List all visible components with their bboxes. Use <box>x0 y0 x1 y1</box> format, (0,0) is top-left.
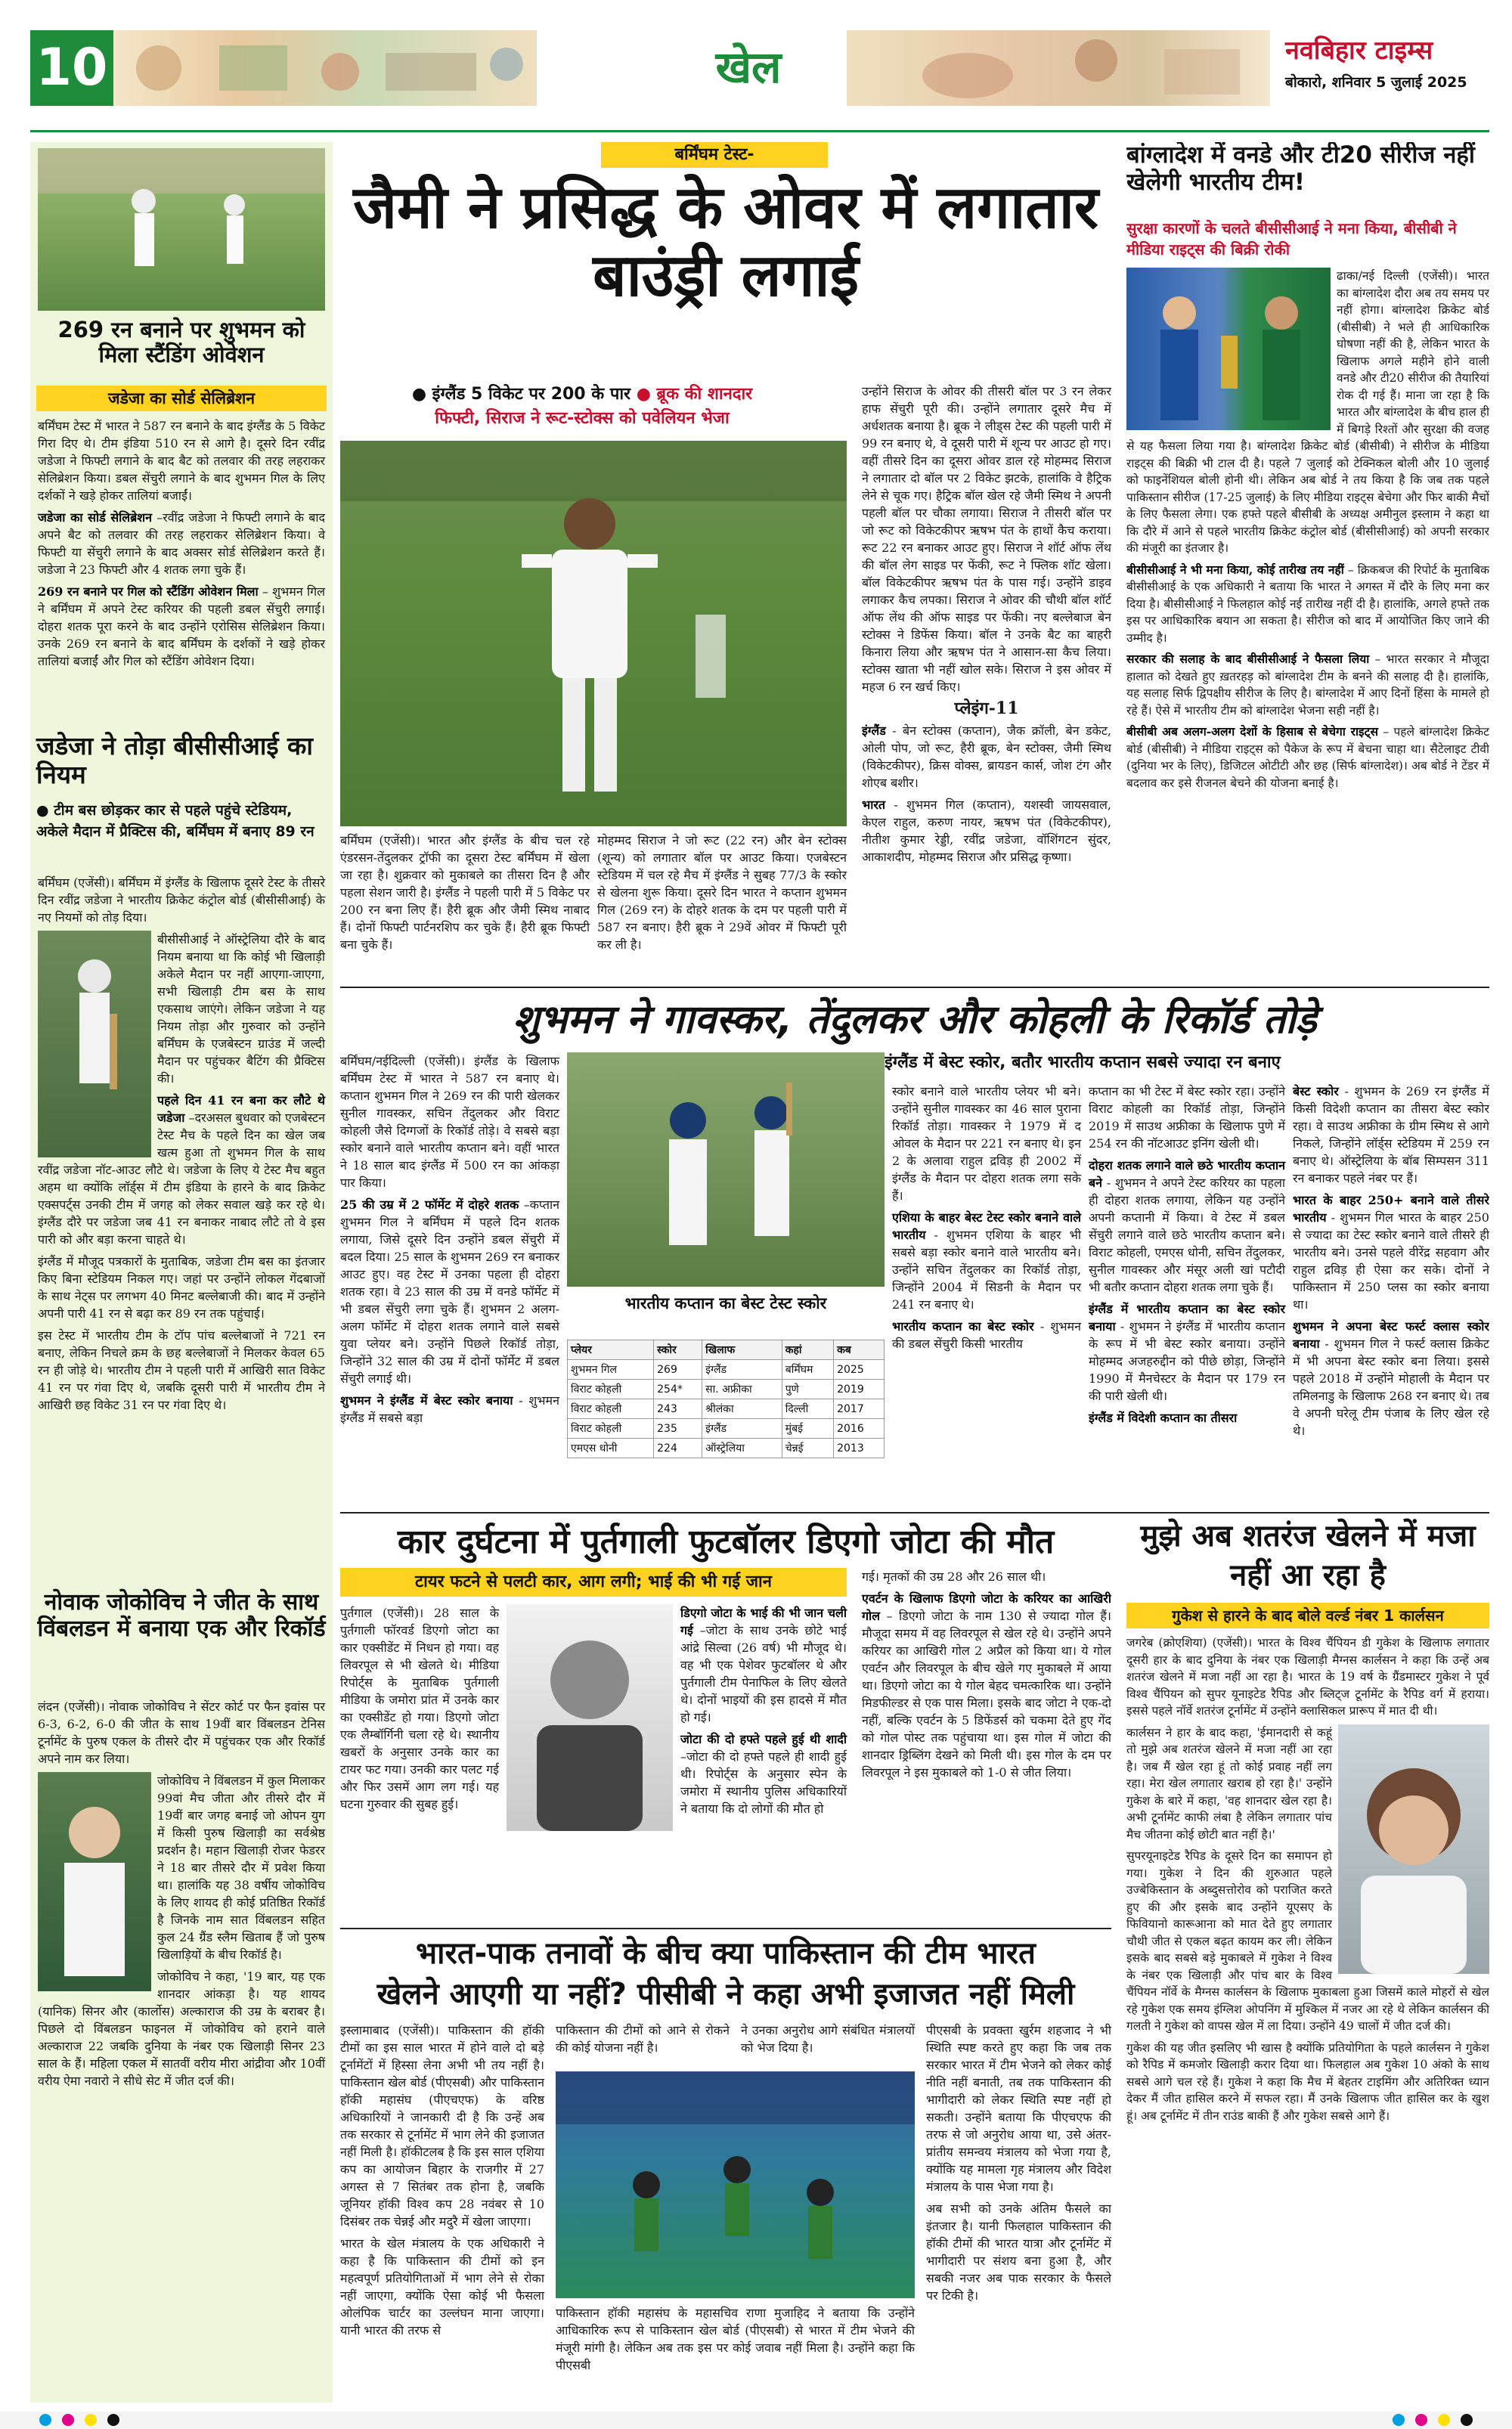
records-headline: शुभमन ने गावस्कर, तेंदुलकर और कोहली के रिकॉर्ड तोड़े <box>513 997 1317 1043</box>
table-cell: 2016 <box>834 1419 885 1439</box>
gill-celebration-photo <box>567 1052 885 1287</box>
carlsen-body: जगरेब (क्रोएशिया) (एजेंसी)। भारत के विश्व चैंपियन डी गुकेश के खिलाफ लगातार दूसरी हार के बाद दुनिया के नंबर एक खिलाड़ी मैग्नस कार्लसन ने कहा कि उन्हें अब शतरंज खेलने में मजा नहीं आ रहा है। भारत के 19 वर्ष के ग्रैंडमास्टर गुकेश ने पूर्व विश्व चैंपियन को सुपर यूनाइटेड रैपिड और ब्लिट्ज टूर्नामेंट के रैपिड वर्ग में हराया। इससे पहले नॉर्वे शतरंज टूर्नामेंट में उन्होंने क्लासिकल प्रारूप में मात दी थी। कार्लसन ने हार के बाद कहा, 'ईमानदारी से कहूं तो मुझे अब शतरंज खेलने में मजा नहीं आ रहा है। जब मैं खेल रहा हूं तो कोई प्रवाह नहीं लग रहा। मेरा खेल लगातार खराब हो रहा है।' उन्होंने गुकेश के बारे में कहा, 'वह शानदार खेल रहा है। अभी टूर्नामेंट काफी लंबा है लेकिन लगातार पांच मैच जीतना कोई छोटी बात नहीं है।' सुपरयूनाइटेड रैपिड के दूसरे दिन का समापन हो गया। गुकेश ने दिन की शुरुआत पहले उज्बेकिस्तान के अब्दुसत्तोरोव को पराजित करते हुए की और इसके बाद उन्होंने यूएसए के फिवियानो कारूआना को मात देते हुए लगातार चौथी जीत से एकल बढ़त कायम कर ली। लेकिन इसके बाद सबसे बड़े मुकाबले में गुकेश ने विश्व के नंबर एक खिलाड़ी और पांच बार के विश्व चैंपियन नॉर्वे के मैग्नस कार्लसन के खिलाफ मुकाबला हुआ जिसमें काले मोहरों से खेल रहे गुकेश एक समय इंग्लिश ओपनिंग में मुश्किल में नजर आ रहे थे लेकिन कार्लसन की गलती ने गुकेश को वापस खेल में ला दिया। उन्होंने 49 चालों में जीत दर्ज की। गुकेश की यह जीत इसलिए भी खास है क्योंकि प्रतियोगिता के पहले कार्लसन ने गुकेश को रैपिड में कमजोर खिलाड़ी करार दिया था। फिलहाल अब गुकेश 10 अंको के साथ सबसे आगे चल रहे हैं। गुकेश ने कहा कि मैच में बेहतर टाइमिंग और अतिरिक्त ध्यान देकर मैं जीत हासिल करने में सफल रहा। मैं उनके खिलाफ जीत हासिल कर के खुश हूं। अब टूर्नामेंट में तीन राउंड बाकी हैं और गुकेश सबसे आगे हैं। <box>1126 1636 1489 2123</box>
table-header-cell: स्कोर <box>654 1340 702 1360</box>
captains-trophy-icon <box>1126 268 1331 430</box>
carlsen-headline: मुझे अब शतरंज खेलने में मजा नहीं आ रहा है <box>1140 1519 1476 1593</box>
bangladesh-body: ढाका/नई दिल्ली (एजेंसी)। भारत का बांग्लादेश दौरा अब तय समय पर नहीं होगा। बांग्लादेश क्रिकेट बोर्ड (बीसीबी) ने भले ही आधिकारिक घोषणा नहीं की है, लेकिन भारत के खिलाफ अगले महीने होने वाली वनडे और टी20 सीरीज की तैयारियां रोक दी गई हैं। माना जा रहा है कि भारत और बांग्लादेश के बीच हाल ही में बिगड़े रिश्तों और सुरक्षा की वजह से यह फैसला लिया गया है। बांग्लादेश क्रिकेट बोर्ड (बीसीबी) ने सीरीज के मीडिया राइट्स की बिक्री भी टाल दी है। पहले 7 जुलाई को टेक्निकल बोली और 10 जुलाई को फाइनेंशियल बोली होनी थी। लेकिन अब बोर्ड ने तय किया है कि जब तक पहले पाकिस्तान सीरीज (17-25 जुलाई) के लिए मीडिया राइट्स बेचेगा और फिर बाकी मैचों के लिए फैसला लेगा। एक हफ्ते पहले बीसीबी के अध्यक्ष अमीनुल इस्लाम ने कहा था कि दौरे में आने से पहले भारतीय क्रिकेट कंट्रोल बोर्ड (बीसीसीआई) को अपनी सरकार की मंजूरी का इंतजार है। बीसीसीआई ने भी मना किया, कोई तारीख तय नहीं – क्रिकबज की रिपोर्ट के मुताबिक बीसीसीआई के एक अधिकारी ने बताया कि भारत ने अगस्त में दौरे के लिए मना कर दिया है। बीसीसीआई ने फिलहाल कोई नई तारीख नहीं दी है। हालांकि, अगले हफ्ते तक इस पर आधिकारिक बयान आ सकता है। सीरीज को बाद में आयोजित किए जाने की उम्मीद है। सरकार की सलाह के बाद बीसीसीआई ने फैसला लिया – भारत सरकार ने मौजूदा हालात को देखते हुए ख़तरहड़ को बांग्लादेश टीम के बनने की सलाह दी है। हालांकि, यह सलाह सिर्फ द्विपक्षीय सीरीज के लिए है। बांग्लादेश में आए दिनों हिंसा के मामले हो रहे हैं। ऐसे में भारतीय टीम को बांग्लादेश भेजना सही नहीं है। बीसीबी अब अलग-अलग देशों के हिसाब से बेचेगा राइट्स – पहले बांग्लादेश क्रिकेट बोर्ड (बीसीबी) ने मीडिया राइट्स को पैकेज के रूप में बेचना चाहा था। सैटेलाइट टीवी (दुनिया भर के लिए), डिजिटल ओटीटी और छह (सिर्फ बांग्लादेश)। अब बोर्ड ने टेंडर में बदलाव कर इसे रीजनल बेचने की योजना बनाई है। <box>1126 269 1489 790</box>
bangladesh-story <box>1126 142 1489 981</box>
djokovic-headline: नोवाक जोकोविच ने जीत के साथ विंबलडन में बनाया एक और रिकॉर्ड <box>37 1589 326 1642</box>
table-cell: ऑस्ट्रेलिया <box>702 1439 782 1458</box>
jadeja-body: बर्मिंघम (एजेंसी)। बर्मिंघम में इंग्लैंड के खिलाफ दूसरे टेस्ट के तीसरे दिन रवींद्र जडेजा ने भारतीय क्रिकेट कंट्रोल बोर्ड (बीसीसीआई) के नए नियमों को तोड़ दिया। बीसीसीआई ने ऑस्ट्रेलिया दौरे के बाद नियम बनाया था कि कोई भी खिलाड़ी अकेले मैदान पर नहीं आएगा-जाएगा, सभी खिलाड़ी टीम बस के साथ एकसाथ जाएंगे। लेकिन जडेजा ने यह नियम तोड़ा और गुरुवार को उन्होंने बर्मिंघम के एजबेस्टन ग्राउंड में जल्दी मैदान पर पहुंचकर बैटिंग की प्रैक्टिस की। पहले दिन 41 रन बना कर लौटे थे जडेजा –दरअसल बुधवार को एजबेस्टन टेस्ट मैच के पहले दिन का खेल जब खत्म हुआ तो शुभमन गिल के साथ रवींद्र जडेजा नॉट-आउट लौटे थे। जडेजा के लिए ये टेस्ट मैच बहुत अहम था क्योंकि लॉर्ड्स में टीम इंडिया के हारने के बाद क्रिकेट एक्सपर्ट्स उनकी टीम में जगह को लेकर सवाल खड़े कर रहे थे। इंग्लैंड दौरे पर जडेजा जब 41 रन बनाकर नाबाद लौटे तो वे इस पारी को और बड़ा करना चाहते थे। इंग्लैंड में मौजूद पत्रकारों के मुताबिक, जडेजा टीम बस का इंतजार किए बिना स्टेडियम निकल गए। जहां पर उन्होंने लोकल गेंदबाजों के साथ नेट्स पर लगभग 40 मिनट बल्लेबाजी की। बाद में उन्होंने अपनी पारी 41 रन से बढ़ा कर 89 रन तक पहुंचाई। इस टेस्ट में भारतीय टीम के टॉप पांच बल्लेबाजों ने 721 रन बनाए, लेकिन निचले क्रम के छह बल्लेबाजों ने मिलकर केवल 65 रन ही जोड़े थे। भारतीय टीम ने पहली पारी में आखिरी सात विकेट 41 रन पर गंवा दिए थे, जबकि दूसरी पारी में भारतीय टीम ने आखिरी छह विकेट 31 रन पर गंवा दिए थे। <box>38 875 325 1412</box>
records-col4: कप्तान का भी टेस्ट में बेस्ट स्कोर रहा। उन्होंने विराट कोहली का रिकॉर्ड तोड़ा, जिन्होंने 2019 में साउथ अफ्रीका के खिलाफ पुणे में 254 रन की नॉटआउट इनिंग खेली थी। दोहरा शतक लगाने वाले छठे भारतीय कप्तान बने - शुभमन ने अपने टेस्ट करियर का पहला ही दोहरा शतक लगाया, लेकिन यह उन्होंने अपनी कप्तानी में किया। वे टेस्ट में डबल सेंचुरी लगाने वाले छठे भारतीय कप्तान बने। विराट कोहली, एमएस धोनी, सचिन तेंदुलकर, सुनील गावस्कर और मंसूर अली खां पटौदी भी बतौर कप्तान दोहरा शतक लगा चुके हैं। इंग्लैंड में भारतीय कप्तान का बेस्ट स्कोर बनाया - शुभमन ने इंग्लैंड में भारतीय कप्तान के रूप में भी बेस्ट स्कोर बनाया। उन्होंने मोहम्मद अजहरुद्दीन को पीछे छोड़ा, जिन्होंने 1990 में मैनचेस्टर के मैदान पर 179 रन की पारी खेली थी। इंग्लैंड में विदेशी कप्तान का तीसरा <box>1089 1084 1285 1425</box>
hockey-col1: इस्लामाबाद (एजेंसी)। पाकिस्तान की हॉकी टीमों का इस साल भारत में होने वाले दो बड़े टूर्नामेंटों में हिस्सा लेना अभी भी तय नहीं है। पाकिस्तान खेल बोर्ड (पीएसबी) और पाकिस्तान हॉकी महासंघ (पीएचएफ) के वरिष्ठ अधिकारियों ने जानकारी दी है कि उन्हें अब तक सरकार से टूर्नामेंट में भाग लेने की इजाजत नहीं मिली है। हॉकीटलब है कि इस साल एशिया कप का आयोजन बिहार के राजगीर में 27 अगस्त से 7 सितंबर तक होना है, जबकि जूनियर हॉकी विश्व कप 28 नवंबर से 10 दिसंबर तक चेन्नई और मदुरै में खेला जाएगा। भारत के खेल मंत्रालय के एक अधिकारी ने कहा है कि पाकिस्तान की टीमों को इन महत्वपूर्ण प्रतियोगिताओं में भाग लेने से रोका नहीं जाएगा, क्योंकि ऐसा कोई भी फैसला ओलंपिक चार्टर का उल्लंघन माना जाएगा। यानी भारत की तरफ से <box>340 2023 544 2338</box>
dateline: बोकारो, शनिवार 5 जुलाई 2025 <box>1285 74 1467 91</box>
jota-col3: गई। मृतकों की उम्र 28 और 26 साल थी। एवर्टन के खिलाफ डिएगो जोटा के करियर का आखिरी गोल – डिएगो जोटा के नाम 130 से ज्यादा गोल हैं। मौजूदा समय में वह लिवरपूल से खेल रहे थे। उन्होंने अपने करियर का आखिरी गोल 2 अप्रैल को किया था। ये गोल एवर्टन और लिवरपूल के बीच खेले गए मुकाबले में आया था। डिएगो जोटा का ये गोल बेहद चमत्कारिक था। उन्होंने मिडफील्डर से एक पास मिला। इसके बाद जोटा ने एक-दो नहीं, बल्कि एवर्टन के 5 डिफेंडर्स को चकमा देते हुए गेंद को गोल पोस्ट तक पहुंचाया था। इस गोल में जोटा की शानदार ड्रिब्लिंग देखने को मिली थी। इस गोल के दम पर लिवरपूल ने इस मुकाबले को 1-0 से जीत लिया। <box>862 1569 1111 1780</box>
table-cell: सा. अफ्रीका <box>702 1380 782 1399</box>
hockey-col2-bottom: पाकिस्तान हॉकी महासंघ के महासचिव राणा मुजाहिद ने बताया कि उन्होंने आधिकारिक रूप से पाकिस्तान खेल बोर्ड (पीएसबी) से भारत में टीम भेजने की मंजूरी मांगी है। लेकिन अब तक इस पर कोई जवाब नहीं मिला है। उन्होंने कहा कि पीएसबी <box>556 2306 915 2372</box>
bullet-icon: ● <box>36 802 54 819</box>
divider <box>340 987 1489 988</box>
cricketer-photo-icon <box>38 148 325 311</box>
lead-deck: ● इंग्लैंड 5 विकेट पर 200 के पार ● ब्रूक की शानदार फिफ्टी, सिराज ने रूट-स्टोक्स को पवेलियन भेजा <box>411 385 753 428</box>
table-cell: 235 <box>654 1419 702 1439</box>
masthead-rule <box>30 130 1489 132</box>
masthead-collage <box>113 30 537 106</box>
divider <box>340 1928 1111 1929</box>
trophy-photo <box>1126 268 1331 430</box>
table-cell: बर्मिंघम <box>782 1360 833 1380</box>
table-cell: विराट कोहली <box>568 1419 654 1439</box>
carlsen-photo <box>1338 1724 1489 1974</box>
lead-body-right: उन्होंने सिराज के ओवर की तीसरी बॉल पर 3 रन लेकर हाफ सेंचुरी पूरी की। उन्होंने लगातार दूसरे मैच में अर्धशतक बनाया है। ब्रूक ने लीड्स टेस्ट की पहली पारी में 99 रन बनाए थे, वे दूसरी पारी में शून्य पर आउट हो गए। वहीं तीसरे दिन का दूसरा ओवर डाल रहे मोहम्मद सिराज ने लगातार दो बॉल पर 2 विकेट झटके, हालांकि वे हैट्रिक लेने से चूक गए। हैट्रिक बॉल खेल रहे जैमी स्मिथ ने अपनी पहली बॉल पर चौका लगाया। सिराज ने तीसरी बॉल पर जो रूट को विकेटकीपर ऋषभ पंत के हाथों कैच कराया। रूट 22 रन बनाकर आउट हुए। सिराज ने शॉर्ट ऑफ लेंथ की बॉल लेग साइड पर फेंकी, रूट ने फ्लिक शॉट खेला। बॉल विकेटकीपर ऋषभ पंत के पास गई। उन्होंने डाइव लगाकर कैच लपका। सिराज ने ओवर की चौथी बॉल शॉर्ट ऑफ लेंथ की ऑफ साइड पर फेंकी। नए बल्लेबाज बेन स्टोक्स ने डिफेंस किया। बॉल ने उनके बैट का बाहरी किनारा लिया और ऋषभ पंत ने आसान-सा कैच लिया। स्टोक्स खाता भी नहीं खोल सके। सिराज ने इस ओवर में महज 6 रन खर्च किए। प्लेइंग-11 इंग्लैंड - बेन स्टोक्स (कप्तान), जैक क्रॉली, बेन डकेट, ओली पोप, जो रूट, हैरी ब्रूक, बेन स्टोक्स, जैमी स्मिथ (विकेटकीपर), क्रिस वोक्स, ब्रायडन कार्स, जोश टंग और शोएब बशीर। भारत - शुभमन गिल (कप्तान), यशस्वी जायसवाल, केएल राहुल, करुण नायर, ऋषभ पंत (विकेटकीपर), नीतीश कुमार रेड्डी, रवींद्र जडेजा, वॉशिंगटन सुंदर, आकाशदीप, मोहम्मद सिराज और प्रसिद्ध कृष्णा। <box>862 384 1111 864</box>
table-cell: 2013 <box>834 1439 885 1458</box>
batter-celebration-icon <box>567 1052 885 1287</box>
print-registration-strip <box>0 2412 1512 2429</box>
hockey-headline-2: खेलने आएगी या नहीं? पीसीबी ने कहा अभी इजाजत नहीं मिली <box>376 1977 1075 2012</box>
brand-name: नवबिहार टाइम्स <box>1285 36 1433 66</box>
hockey-col3-top: ने उनका अनुरोध आगे संबंधित मंत्रालयों को भेज दिया है। <box>741 2023 915 2055</box>
table-row <box>568 1399 885 1419</box>
shubman-strap: जडेजा का सोर्ड सेलिब्रेशन <box>36 386 327 411</box>
jota-col2: डिएगो जोटा के भाई की भी जान चली गई –जोटा के साथ उनके छोटे भाई आंद्रे सिल्वा (26 वर्ष) भी मौजूद थे। वह भी एक पेशेवर फुटबॉलर थे और पुर्तगाली टीम पेनाफिल के लिए खेलते थे। दोनों भाइयों की इस हादसे में मौत हो गई। जोटा की दो हफ्ते पहले हुई थी शादी –जोटा की दो हफ्ते पहले ही शादी हुई थी। रिपोर्ट्स के अनुसार स्पेन के जमोरा में स्थानीय पुलिस अधिकारियों ने बताया कि दो लोगों की मौत हो <box>680 1606 847 1816</box>
table-cell: विराट कोहली <box>568 1399 654 1419</box>
divider <box>340 1512 1489 1513</box>
carlsen-deck: गुकेश से हारने के बाद बोले वर्ल्ड नंबर 1 कार्लसन <box>1126 1603 1489 1628</box>
siraj-photo <box>340 441 847 826</box>
bangladesh-subtitle: सुरक्षा कारणों के चलते बीसीसीआई ने मना किया, बीसीबी ने मीडिया राइट्स की बिक्री रोकी <box>1126 219 1457 259</box>
jota-deck: टायर फटने से पलटी कार, आग लगी; भाई की भी गई जान <box>340 1568 847 1597</box>
table-cell: शुभमन गिल <box>568 1360 654 1380</box>
table-header-cell: कहां <box>782 1340 833 1360</box>
jadeja-batting-icon <box>38 931 151 1157</box>
chess-player-portrait-icon <box>1338 1724 1489 1974</box>
left-column <box>30 142 333 2403</box>
records-center <box>567 1052 885 1521</box>
djokovic-photo <box>38 1772 151 1991</box>
jadeja-headline: जडेजा ने तोड़ा बीसीसीआई का नियम <box>36 731 313 789</box>
playing11-title: प्लेइंग-11 <box>954 699 1019 718</box>
table-cell: इंग्लैंड <box>702 1419 782 1439</box>
jadeja-deck: ● टीम बस छोड़कर कार से पहले पहुंचे स्टेडियम, अकेले मैदान में प्रैक्टिस की, बर्मिंघम में बनाए 89 रन <box>36 802 314 840</box>
lead-body-mid: मोहम्मद सिराज ने जो रूट (22 रन) और बेन स्टोक्स (शून्य) को लगातार बॉल पर आउट किया। एजबेस्टन स्टेडियम में चल रहे मैच में इंग्लैंड ने सुबह 77/3 के स्कोर से खेलना शुरू किया। दूसरे दिन भारत ने कप्तान शुभमन गिल (269 रन) के दोहरे शतक के दम पर पहली पारी में 587 रन बनाए। हैरी ब्रूक ने 29वें ओवर में फिफ्टी पूरी कर ली है। <box>597 833 847 952</box>
jadeja-photo <box>38 931 151 1157</box>
masthead <box>0 0 1512 135</box>
bangladesh-headline: बांग्लादेश में वनडे और टी20 सीरीज नहीं खेलेगी भारतीय टीम! <box>1126 142 1475 196</box>
captain-scores-table <box>567 1340 885 1458</box>
lead-kicker: बर्मिंघम टेस्ट- <box>601 142 828 168</box>
sports-collage-icon <box>113 30 537 106</box>
table-cell: मुंबई <box>782 1419 833 1439</box>
table-cell: पुणे <box>782 1380 833 1399</box>
hockey-story <box>340 1928 1111 2412</box>
records-deck: इंग्लैंड में बेस्ट स्कोर, बतौर भारतीय कप्तान सबसे ज्यादा रन बनाए <box>885 1053 1281 1072</box>
bowler-celebration-icon <box>340 441 847 826</box>
page-number: 10 <box>30 30 113 106</box>
table-cell: चेन्नई <box>782 1439 833 1458</box>
djokovic-body: लंदन (एजेंसी)। नोवाक जोकोविच ने सेंटर कोर्ट पर फैन इवांस पर 6-3, 6-2, 6-0 की जीत के साथ 19वीं बार विंबलडन टेनिस टूर्नामेंट के पुरुष एकल के तीसरे दौर में पहुंचकर एक और रिकॉर्ड अपने नाम कर लिया। जोकोविच ने विंबलडन में कुल मिलाकर 99वां मैच जीता और तीसरे दौर में 19वीं बार जगह बनाई जो ओपन युग में किसी पुरुष खिलाड़ी का सर्वश्रेष्ठ प्रदर्शन है। महान खिलाड़ी रोजर फेडरर ने 18 बार तीसरे दौर में प्रवेश किया था। हालांकि यह 38 वर्षीय जोकोविच के लिए शायद ही कोई प्रतिष्ठित रिकॉर्ड है जिनके नाम सात विंबलडन सहित कुल 24 ग्रैंड स्लैम खिताब हैं जो पुरुष खिलाड़ियों के बीच रिकॉर्ड है। जोकोविच ने कहा, '19 बार, यह एक शानदार आंकड़ा है। यह शायद (यानिक) सिनर और (कार्लोस) अल्काराज की उम्र के बराबर है। पिछले दो विंबलडन फाइनल में जोकोविच को हराने वाले अल्काराज 22 जबकि दुनिया के नंबर एक खिलाड़ी सिनर 23 साल के हैं। महिला एकल में सातवीं वरीय मीरा आंद्रीवा और 10वीं वरीय ऐमा नवारो ने सीधे सेट में जीत दर्ज की। <box>38 1699 325 2088</box>
table-cell: 269 <box>654 1360 702 1380</box>
table-cell: 224 <box>654 1439 702 1458</box>
records-col3: स्कोर बनाने वाले भारतीय प्लेयर भी बने। उन्होंने सुनील गावस्कर का 46 साल पुराना रिकॉर्ड तोड़ा। गावस्कर ने 1979 में द ओवल के मैदान पर 221 रन बनाए थे। इन 2 के अलावा राहुल द्रविड़ ही 2002 में इंग्लैंड के मैदान पर दोहरा शतक लगा सके हैं। एशिया के बाहर बेस्ट टेस्ट स्कोर बनाने वाले भारतीय - शुभमन एशिया के बाहर भी सबसे बड़ा स्कोर बनाने वाले भारतीय बने। उन्होंने सचिन तेंदुलकर का रिकॉर्ड तोड़ा, जिन्होंने 2004 में सिडनी के मैदान पर 241 रन बनाए थे। भारतीय कप्तान का बेस्ट स्कोर - शुभमन की डबल सेंचुरी किसी भारतीय <box>892 1084 1081 1351</box>
masthead-collage-right <box>847 30 1270 106</box>
records-col1: बर्मिंघम/नईदिल्ली (एजेंसी)। इंग्लैंड के खिलाफ बर्मिंघम टेस्ट में भारत ने 587 रन बनाए थे। कप्तान शुभमन गिल ने 269 रन की पारी खेलकर सुनील गावस्कर, सचिन तेंदुलकर और विराट कोहली जैसे दिग्गजों के रिकॉर्ड तोड़े। वे सबसे बड़ा स्कोर बनाने वाले भारतीय कप्तान बने। वहीं भारत ने 18 साल बाद इंग्लैंड में 500 रन का आंकड़ा पार किया। 25 की उम्र में 2 फॉर्मेट में दोहरे शतक –कप्तान शुभमन गिल ने बर्मिंघम में पहले दिन शतक लगाया, जिसे दूसरे दिन उन्होंने डबल सेंचुरी में बदल दिया। 25 साल के शुभमन 269 रन बनाकर आउट हुए। वह टेस्ट में उनका पहला ही दोहरा शतक रहा। वे 23 साल की उम्र में वनडे फॉर्मेट में भी डबल सेंचुरी लगा चुके हैं। शुभमन 2 अलग-अलग फॉर्मेट में दोहरा शतक लगाने वाले सबसे युवा प्लेयर बने। उन्होंने पिछले रिकॉर्ड तोड़ा, जिन्होंने 32 साल की उम्र में दोनों फॉर्मेट में डबल सेंचुरी लगाई थी। शुभमन ने इंग्लैंड में बेस्ट स्कोर बनाया - शुभमन इंग्लैंड में सबसे बड़ा <box>340 1054 559 1425</box>
bullet-icon: ● <box>411 385 432 404</box>
table-row <box>568 1439 885 1458</box>
hockey-col2-top: पाकिस्तान की टीमों को आने से रोकने की कोई योजना नहीं है। <box>556 2023 730 2055</box>
table-cell: दिल्ली <box>782 1399 833 1419</box>
table-header-cell: खिलाफ <box>702 1340 782 1360</box>
hockey-headline-1: भारत-पाक तनावों के बीच क्या पाकिस्तान की टीम भारत <box>416 1936 1036 1971</box>
table-cell: 243 <box>654 1399 702 1419</box>
table-cell: इंग्लैंड <box>702 1360 782 1380</box>
lead-headline: जैमी ने प्रसिद्ध के ओवर में लगातार बाउंड्री लगाई <box>353 174 1098 310</box>
shubman-photo <box>38 148 325 311</box>
tennis-player-icon <box>38 1772 151 1991</box>
table-row <box>568 1419 885 1439</box>
shubman-headline: 269 रन बनाने पर शुभमन को मिला स्टैंडिंग ओवेशन <box>57 317 305 368</box>
hockey-photo <box>556 2071 915 2298</box>
bullet-icon: ● <box>631 385 657 404</box>
hockey-col4: पीएसबी के प्रवक्ता खुर्रम शहजाद ने भी स्थिति स्पष्ट करते हुए कहा कि जब तक सरकार भारत में टीम भेजने को लेकर कोई नीति नहीं बनाती, तब तक पाकिस्तान की भागीदारी को लेकर स्थिति स्पष्ट नहीं हो सकती। उन्होंने बताया कि पीएचएफ की तरफ से जो अनुरोध आया था, उसे अंतर-प्रांतीय समन्वय मंत्रालय को भेजा गया है, क्योंकि यह मामला गृह मंत्रालय और विदेश मंत्रालय के पास भेजा गया है। अब सभी को उनके अंतिम फैसले का इंतजार है। यानी फिलहाल पाकिस्तान की हॉकी टीमों की भारत यात्रा और टूर्नामेंट में भागीदारी पर संशय बना हुआ है, और सबकी नजर अब पाक सरकार के फैसले पर टिकी है। <box>926 2023 1111 2303</box>
footballer-portrait-icon <box>507 1604 673 1831</box>
table-cell: 2019 <box>834 1380 885 1399</box>
records-col5: बेस्ट स्कोर - शुभमन के 269 रन इंग्लैंड में किसी विदेशी कप्तान का तीसरा बेस्ट स्कोर रहा। वे साउथ अफ्रीका के ग्रीम स्मिथ से आगे निकले, जिन्होंने लॉर्ड्स स्टेडियम में 259 रन बनाए थे। ऑस्ट्रेलिया के बॉब सिम्पसन 311 रन बनाकर पहले नंबर पर हैं। भारत के बाहर 250+ बनाने वाले तीसरे भारतीय - शुभमन गिल भारत के बाहर 250 से ज्यादा का टेस्ट स्कोर बनाने वाले तीसरे ही भारतीय बने। उनसे पहले वीरेंद्र सहवाग और राहुल द्रविड़ ही ऐसा कर सके। दोनों ने पाकिस्तान में 250 प्लस का स्कोर बनाया था। शुभमन ने अपना बेस्ट फर्स्ट क्लास स्कोर बनाया - शुभमन गिल ने फर्स्ट क्लास क्रिकेट में भी अपना बेस्ट स्कोर बना लिया। इससे पहले 2018 में उन्होंने मोहाली के मैदान पर तमिलनाडु के खिलाफ 268 रन बनाए थे। तब वे अपनी घरेलू टीम पंजाब के लिए खेल रहे थे। <box>1293 1084 1489 1438</box>
jota-photo <box>507 1604 673 1831</box>
carlsen-story <box>1126 1517 1489 2409</box>
lead-story <box>340 142 1111 981</box>
table-header-cell: कब <box>834 1340 885 1360</box>
table-cell: 254* <box>654 1380 702 1399</box>
table-cell: 2017 <box>834 1399 885 1419</box>
lead-body-left: बर्मिंघम (एजेंसी)। भारत और इंग्लैंड के बीच चल रहे एंडरसन-तेंदुलकर ट्रॉफी का दूसरा टेस्ट बर्मिंघम में खेला जा रहा है। शुक्रवार को मुकाबले का तीसरा दिन है और पहला सेशन जारी है। इंग्लैंड ने पहली पारी में 5 विकेट पर 200 रन बना लिए हैं। हैरी ब्रूक और जैमी स्मिथ नाबाद हैं। दोनों फिफ्टी पार्टनरशिप कर चुके हैं। हैरी ब्रूक फिफ्टी बना चुके हैं। <box>340 833 590 952</box>
table-title: भारतीय कप्तान का बेस्ट टेस्ट स्कोर <box>624 1294 827 1312</box>
shubman-body: बर्मिंघम टेस्ट में भारत ने 587 रन बनाने के बाद इंग्लैंड के 5 विकेट गिरा दिए थे। टीम इंडिया 510 रन से आगे है। दूसरे दिन रवींद्र जडेजा ने फिफ्टी लगाने के बाद बैट को तलवार की तरह लहराकर सेलिब्रेशन किया। डबल सेंचुरी लगाने के बाद शुभमन गिल के लिए दर्शकों ने खड़े होकर तालियां बजाईं। जडेजा का सोर्ड सेलिब्रेशन –रवींद्र जडेजा ने फिफ्टी लगाने के बाद अपने बैट को तलवार की तरह लहराकर सेलिब्रेशन किया। वे फिफ्टी या सेंचुरी लगाने के बाद अक्सर सोर्ड सेलिब्रेशन करते हैं। जडेजा ने 23 फिफ्टी और 4 शतक लगा चुके हैं। 269 रन बनाने पर गिल को स्टैंडिंग ओवेशन मिला – शुभमन गिल ने बर्मिंघम में अपने टेस्ट करियर की पहली डबल सेंचुरी लगाई। दोहरा शतक पूरा करने के बाद उन्होंने एरोसिस सेलिब्रेशन किया। उनके 269 रन बनाने के बाद बर्मिंघम के दर्शकों ने खड़े होकर तालियां बजाईं और गिल को स्टैंडिंग ओवेशन दिया। <box>38 419 326 668</box>
table-cell: विराट कोहली <box>568 1380 654 1399</box>
color-registration-icon <box>0 2412 1512 2429</box>
jota-story <box>340 1517 1111 1925</box>
jota-headline: कार दुर्घटना में पुर्तगाली फुटबॉलर डिएगो जोटा की मौत <box>397 1523 1055 1561</box>
section-title: खेल <box>715 42 782 93</box>
table-row <box>568 1380 885 1399</box>
table-cell: एमएस धोनी <box>568 1439 654 1458</box>
table-row <box>568 1360 885 1380</box>
table-cell: 2025 <box>834 1360 885 1380</box>
jota-col1: पुर्तगाल (एजेंसी)। 28 साल के पुर्तगाली फॉरवर्ड डिएगो जोटा का कार एक्सीडेंट में निधन हो गया। वह लिवरपूल से भी खेलते थे। मीडिया रिपोर्ट्स के मुताबिक पुर्तगाली मीडिया के जमोरा प्रांत में उनके कार का एक्सीडेंट हो गया। डिएगो जोटा एक लैम्बॉर्गिनी चला रहे थे। स्थानीय खबरों के अनुसार उनके कार का टायर फट गया। उनकी कार पलट गई और फिर उसमें आग लग गई। यह घटना गुरुवार की सुबह हुई। <box>340 1606 499 1811</box>
athlete-collage-icon <box>847 30 1270 106</box>
hockey-players-icon <box>556 2071 915 2298</box>
table-header-cell: प्लेयर <box>568 1340 654 1360</box>
table-cell: श्रीलंका <box>702 1399 782 1419</box>
